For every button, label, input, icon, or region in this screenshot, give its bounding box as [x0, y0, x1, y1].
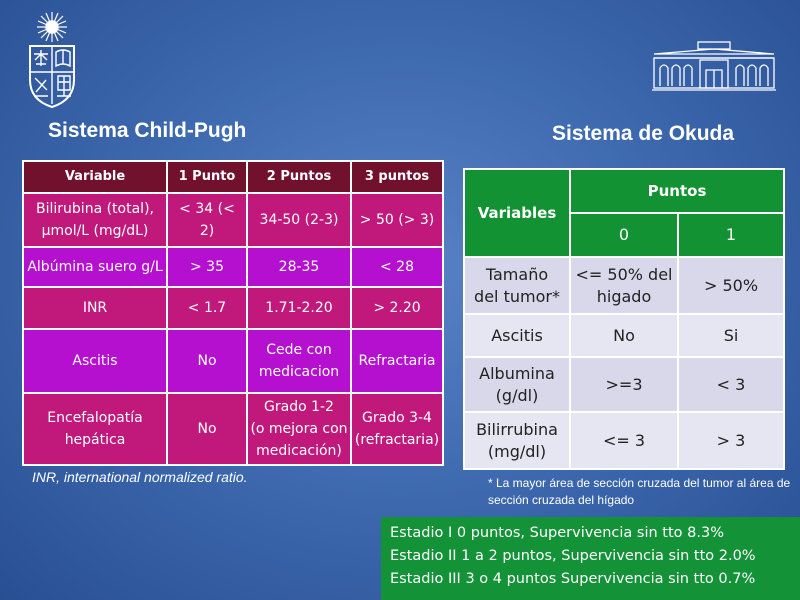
value-cell	[247, 193, 351, 247]
variable-cell	[464, 314, 570, 357]
cell-line: Grado 3-4	[362, 410, 432, 426]
cell-line: No	[613, 325, 635, 345]
cell-line: > 50 (> 3)	[359, 212, 435, 228]
value-cell	[570, 412, 678, 469]
value-cell	[351, 329, 443, 393]
stage-line: Estadio II 1 a 2 puntos, Supervivencia sin tto 2.0%	[390, 548, 756, 564]
cell-line: (o mejora con	[250, 421, 348, 437]
column-header-0: 0	[570, 213, 678, 257]
variable-cell	[464, 412, 570, 469]
value-cell	[167, 329, 247, 393]
cell-line: (g/dl)	[495, 385, 539, 405]
value-cell	[247, 393, 351, 465]
cell-line: Encefalopatía	[47, 410, 143, 426]
university-building-icon	[650, 40, 778, 92]
cell-line: Grado 1-2	[264, 399, 334, 415]
column-header-variables: Variables	[464, 169, 570, 257]
cell-line: higado	[596, 286, 652, 306]
cell-line: Albúmina suero g/L	[27, 259, 163, 275]
table-row	[23, 247, 443, 287]
child-pugh-footnote: INR, international normalized ratio.	[32, 469, 248, 485]
cell-line: 1.71-2.20	[265, 300, 333, 316]
cell-line: Ascitis	[491, 325, 543, 345]
cell-line: Tamaño	[485, 264, 549, 284]
value-cell	[678, 412, 784, 469]
variable-cell	[23, 393, 167, 465]
cell-line: < 3	[716, 374, 746, 394]
cell-line: Si	[723, 325, 739, 345]
cell-line: (mg/dl)	[487, 441, 547, 461]
value-cell	[167, 393, 247, 465]
value-cell	[678, 314, 784, 357]
cell-line: < 34 (< 2)	[179, 201, 235, 239]
table-row	[23, 329, 443, 393]
cell-line: > 50%	[703, 275, 759, 295]
okuda-title: Sistema de Okuda	[552, 122, 735, 145]
table-row	[464, 412, 784, 469]
cell-line: > 35	[190, 259, 224, 275]
value-cell	[167, 193, 247, 247]
column-header-1: 1	[678, 213, 784, 257]
value-cell	[570, 357, 678, 412]
value-cell	[351, 287, 443, 329]
variable-cell	[23, 247, 167, 287]
table-header-row	[464, 169, 784, 213]
cell-line: Refractaria	[358, 353, 436, 369]
value-cell	[247, 247, 351, 287]
value-cell	[247, 287, 351, 329]
column-header-puntos: Puntos	[570, 169, 784, 213]
value-cell	[247, 329, 351, 393]
table-row	[464, 357, 784, 412]
value-cell	[678, 257, 784, 314]
cell-line: INR	[82, 300, 108, 316]
column-header-variable: Variable	[23, 161, 167, 193]
child-pugh-title: Sistema Child-Pugh	[48, 119, 247, 142]
value-cell	[570, 257, 678, 314]
value-cell	[570, 314, 678, 357]
value-cell	[167, 287, 247, 329]
cell-line: > 2.20	[373, 300, 421, 316]
cell-line: No	[197, 353, 217, 369]
value-cell	[351, 193, 443, 247]
variable-cell	[23, 287, 167, 329]
okuda-footnote: * La mayor área de sección cruzada del tumor al área de sección cruzada del hígado	[488, 476, 791, 507]
cell-line: medicación)	[256, 443, 342, 459]
variable-cell	[23, 193, 167, 247]
cell-line: No	[197, 421, 217, 437]
cell-line: del tumor*	[474, 286, 560, 306]
column-header-3-puntos: 3 puntos	[351, 161, 443, 193]
cell-line: < 28	[380, 259, 414, 275]
cell-line: < 1.7	[187, 300, 227, 316]
table-row	[23, 393, 443, 465]
value-cell	[351, 393, 443, 465]
cell-line: >=3	[605, 374, 643, 394]
cell-line: <= 50% del	[575, 264, 673, 284]
cell-line: µmol/L (mg/dL)	[41, 223, 149, 239]
cell-line: Bilirrubina	[476, 419, 558, 439]
cell-line: > 3	[716, 430, 746, 450]
cell-line: 28-35	[278, 259, 320, 275]
table-row	[23, 287, 443, 329]
column-header-1-punto: 1 Punto	[167, 161, 247, 193]
cell-line: medicacion	[258, 364, 340, 380]
value-cell	[167, 247, 247, 287]
child-pugh-table	[22, 160, 444, 466]
cell-line: Albumina	[479, 363, 555, 383]
variable-cell	[464, 257, 570, 314]
value-cell	[351, 247, 443, 287]
cell-line: <= 3	[602, 430, 646, 450]
cell-line: Bilirubina (total),	[36, 201, 154, 217]
table-header-row	[23, 161, 443, 193]
stage-line: Estadio III 3 o 4 puntos Supervivencia sin tto 0.7%	[390, 571, 756, 587]
variable-cell	[23, 329, 167, 393]
table-row	[23, 193, 443, 247]
variable-cell	[464, 357, 570, 412]
cell-line: hepática	[64, 432, 126, 448]
okuda-table	[463, 168, 785, 470]
cell-line: (refractaria)	[354, 432, 440, 448]
stage-line: Estadio I 0 puntos, Supervivencia sin tto 8.3%	[390, 525, 724, 541]
cell-line: Cede con	[266, 342, 332, 358]
table-row	[464, 257, 784, 314]
table-row	[464, 314, 784, 357]
stage-survival-box	[381, 517, 800, 600]
column-header-2-puntos: 2 Puntos	[247, 161, 351, 193]
university-crest-icon	[22, 10, 82, 110]
cell-line: 34-50 (2-3)	[259, 212, 339, 228]
cell-line: Ascitis	[72, 353, 118, 369]
value-cell	[678, 357, 784, 412]
